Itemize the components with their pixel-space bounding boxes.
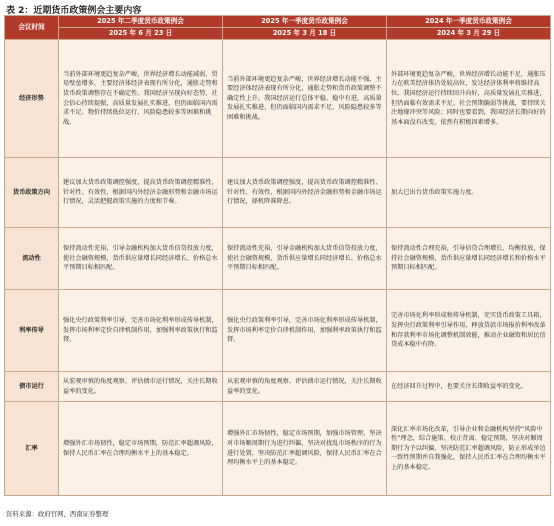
table-cell: 外部环境更趋复杂严峻，世界经济增长动能不足，通胀压力在欧美经济体仍处较高位，发达经济体利率将维持高位。我国经济运行持续回升向好，高质量发展扎实推进，但仍面临有效需求不足、社会预期偏弱等挑战，要持续关注地缘冲突等风险；同时也要看到，我国经济长期向好的基本面没有改变，依然有积极因素增多。	[387, 40, 551, 158]
header-col-2-name: 2025 年一季度货币政策例会	[223, 16, 387, 28]
table-cell: 当前外部环境更趋复杂严峻，世界经济增长动能不强，主要经济体经济表现有所分化，通胀走势和货币政策调整不确定性上升。我国经济运行总体平稳、稳中有进，高质量发展扎实推进，但仍面临国内需求不足、风险隐患较多等困难和挑战。	[223, 40, 387, 158]
row-label-bond-market: 债市运行	[5, 372, 59, 402]
header-row-dates	[5, 28, 551, 40]
row-label-liquidity: 流动性	[5, 228, 59, 290]
row-label-exchange-rate: 汇率	[5, 402, 59, 496]
header-col-3-date: 2024 年 3 月 29 日	[387, 28, 551, 40]
table-cell: 深化汇率市场化改革，引导企业和金融机构坚持“风险中性”理念，综合施策、校正背离、稳定预期，坚决对顺周期行为予以纠偏，坚决防范汇率超调风险，防止形成单边一致性预期并自我强化，保持人民币汇率在合理均衡水平上的基本稳定。	[387, 402, 551, 496]
table-cell: 强化央行政策利率引导，完善市场化利率形成传导机制，发挥市场利率定价自律机制作用，加强利率政策执行和监督。	[59, 290, 223, 372]
row-label-monetary-policy: 货币政策方向	[5, 158, 59, 228]
table-row	[5, 372, 551, 402]
row-label-rate-transmission: 利率传导	[5, 290, 59, 372]
table-cell: 当前外部环境更趋复杂严峻，世界经济增长动能减弱，贸易壁垒增多，主要经济体经济表现有所分化，通胀走势和货币政策调整存在不确定性。我国经济呈现向好态势，社会信心持续提振，高质量发展扎实推进，但仍面临国内需求不足、物价持续低位运行、风险隐患较多等困难和挑战。	[59, 40, 223, 158]
header-col-1-name: 2025 年二季度货币政策例会	[59, 16, 223, 28]
table-cell: 增强外汇市场韧性，稳定市场预期，防范汇率超调风险，保持人民币汇率在合理均衡水平上的基本稳定。	[59, 402, 223, 496]
header-label: 会议时间	[5, 16, 59, 40]
table-cell: 强化央行政策利率引导，完善市场化利率形成传导机制，发挥市场利率定价自律机制作用，加强利率政策执行和监督。	[223, 290, 387, 372]
header-row-names	[5, 16, 551, 28]
header-col-3-name: 2024 年一季度货币政策例会	[387, 16, 551, 28]
table-cell: 从宏观审慎的角度观察、评估债市运行情况，关注长期收益率的变化。	[59, 372, 223, 402]
table-cell: 从宏观审慎的角度观察、评估债市运行情况，关注长期收益率的变化。	[223, 372, 387, 402]
table-row	[5, 228, 551, 290]
policy-meeting-table	[4, 15, 551, 496]
table-row	[5, 40, 551, 158]
table-title: 表 2：近期货币政策例会主要内容	[6, 6, 142, 16]
table-cell: 完善市场化利率形成和传导机制，充实货币政策工具箱，发挥央行政策利率引导作用，释放贷款市场报价利率改革和存款利率市场化调整机制效能，推动企业融资和居民信贷成本稳中有降。	[387, 290, 551, 372]
header-col-1-date: 2025 年 6 月 23 日	[59, 28, 223, 40]
table-row	[5, 290, 551, 372]
table-row	[5, 158, 551, 228]
table-row	[5, 402, 551, 496]
source-note: 资料来源：政府官网，西南证券整理	[6, 510, 109, 518]
table-cell: 加大已出台货币政策实施力度。	[387, 158, 551, 228]
row-label-economy: 经济形势	[5, 40, 59, 158]
table-cell: 在经济回升过程中，也要关注长期收益率的变化。	[387, 372, 551, 402]
table-cell: 增强外汇市场韧性，稳定市场预期，加强市场管理，坚决对市场顺周期行为进行纠偏，坚决对扰乱市场秩序的行为进行处置，坚决防范汇率超调风险，保持人民币汇率在合理均衡水平上的基本稳定。	[223, 402, 387, 496]
header-col-2-date: 2025 年 3 月 18 日	[223, 28, 387, 40]
table-cell: 保持流动性充裕，引导金融机构加大货币信贷投放力度，使社会融资规模、货币供应量增长同经济增长、价格总水平预期目标相匹配。	[223, 228, 387, 290]
table-cell: 建议加大货币政策调控强度，提高货币政策调控精准性，针对性、有效性，根据国内外经济金融形势和金融市场运行情况，灵活把握政策实施的力度和节奏。	[59, 158, 223, 228]
table-cell: 建议加大货币政策调控强度，提高货币政策调控精准性、针对性、有效性，根据国内外经济金融形势和金融市场运行情况，择机降准降息。	[223, 158, 387, 228]
table-cell: 保持流动性合理充裕，引导信贷合理增长、均衡投放，保持社会融资规模、货币供应量增长同经济增长和价格水平预期目标相匹配。	[387, 228, 551, 290]
table-cell: 保持流动性充裕，引导金融机构加大货币信贷投放力度，使社会融资规模、货币供应量增长同经济增长、价格总水平预期目标相匹配。	[59, 228, 223, 290]
